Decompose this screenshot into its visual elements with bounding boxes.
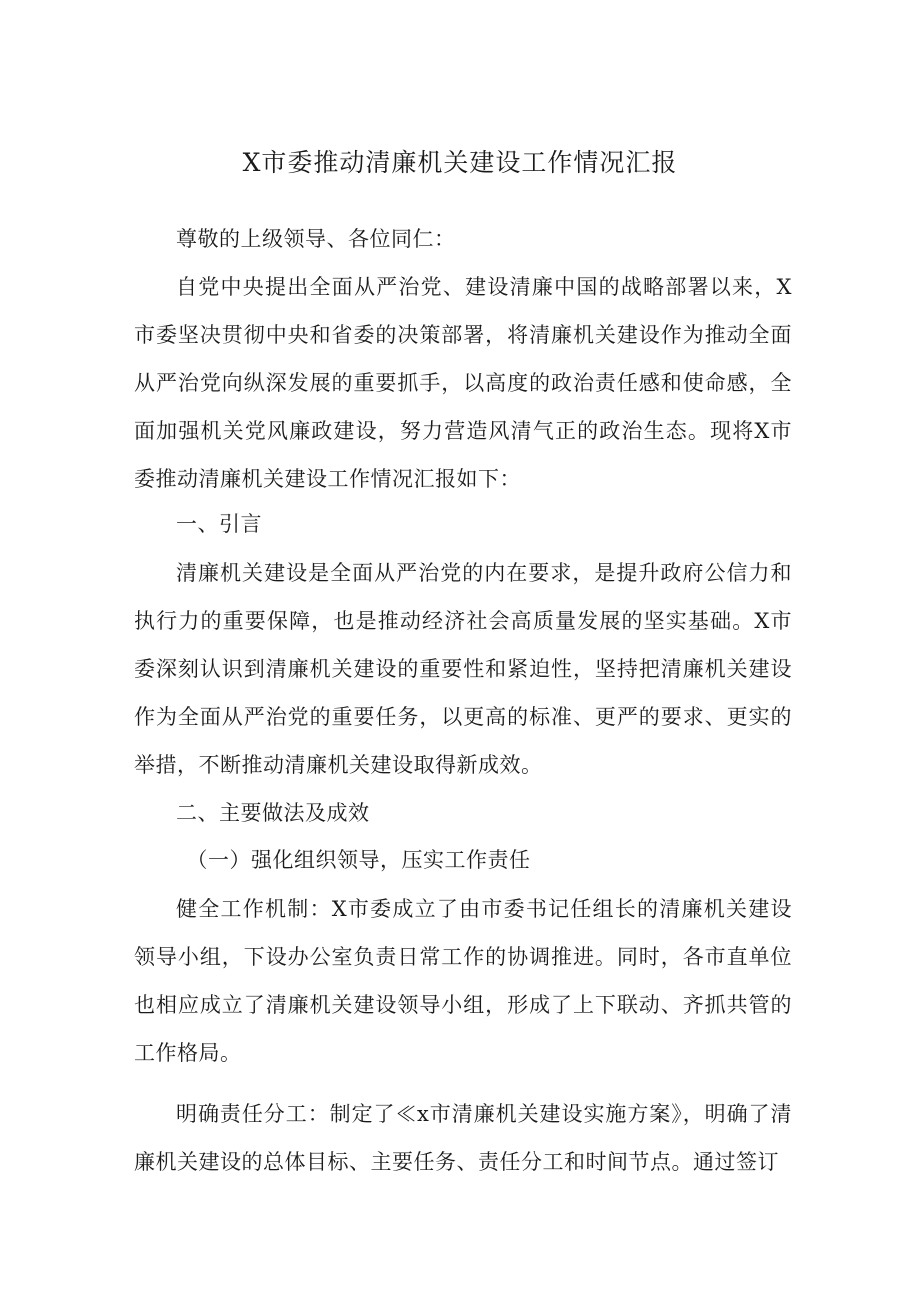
document-title: X市委推动清廉机关建设工作情况汇报 [242,148,678,177]
section-heading-introduction: 一、引言 [176,512,262,536]
subsection-heading-leadership: （一）强化组织领导，压实工作责任 [186,848,531,872]
salutation: 尊敬的上级领导、各位同仁： [176,227,456,251]
section-heading-main-practices: 二、主要做法及成效 [176,801,370,825]
responsibility-paragraph: 明确责任分工：制定了≪x市清廉机关建设实施方案》，明确了清廉机关建设的总体目标、主要任务、责任分工和时间节点。通过签订 [134,1102,792,1174]
intro-paragraph: 自党中央提出全面从严治党、建设清廉中国的战略部署以来，X市委坚决贯彻中央和省委的决策部署，将清廉机关建设作为推动全面从严治党向纵深发展的重要抓手，以高度的政治责任感和使命感，全面加强机关党风廉政建设，努力营造风清气正的政治生态。现将X市委推动清廉机关建设工作情况汇报如下： [134,275,792,491]
introduction-paragraph: 清廉机关建设是全面从严治党的内在要求，是提升政府公信力和执行力的重要保障，也是推动经济社会高质量发展的坚实基础。X市委深刻认识到清廉机关建设的重要性和紧迫性，坚持把清廉机关建设作为全面从严治党的重要任务，以更高的标准、更严的要求、更实的举措，不断推动清廉机关建设取得新成效。 [134,561,792,777]
mechanism-paragraph: 健全工作机制：X市委成立了由市委书记任组长的清廉机关建设领导小组，下设办公室负责日常工作的协调推进。同时，各市直单位也相应成立了清廉机关建设领导小组，形成了上下联动、齐抓共管的工作格局。 [134,897,792,1065]
